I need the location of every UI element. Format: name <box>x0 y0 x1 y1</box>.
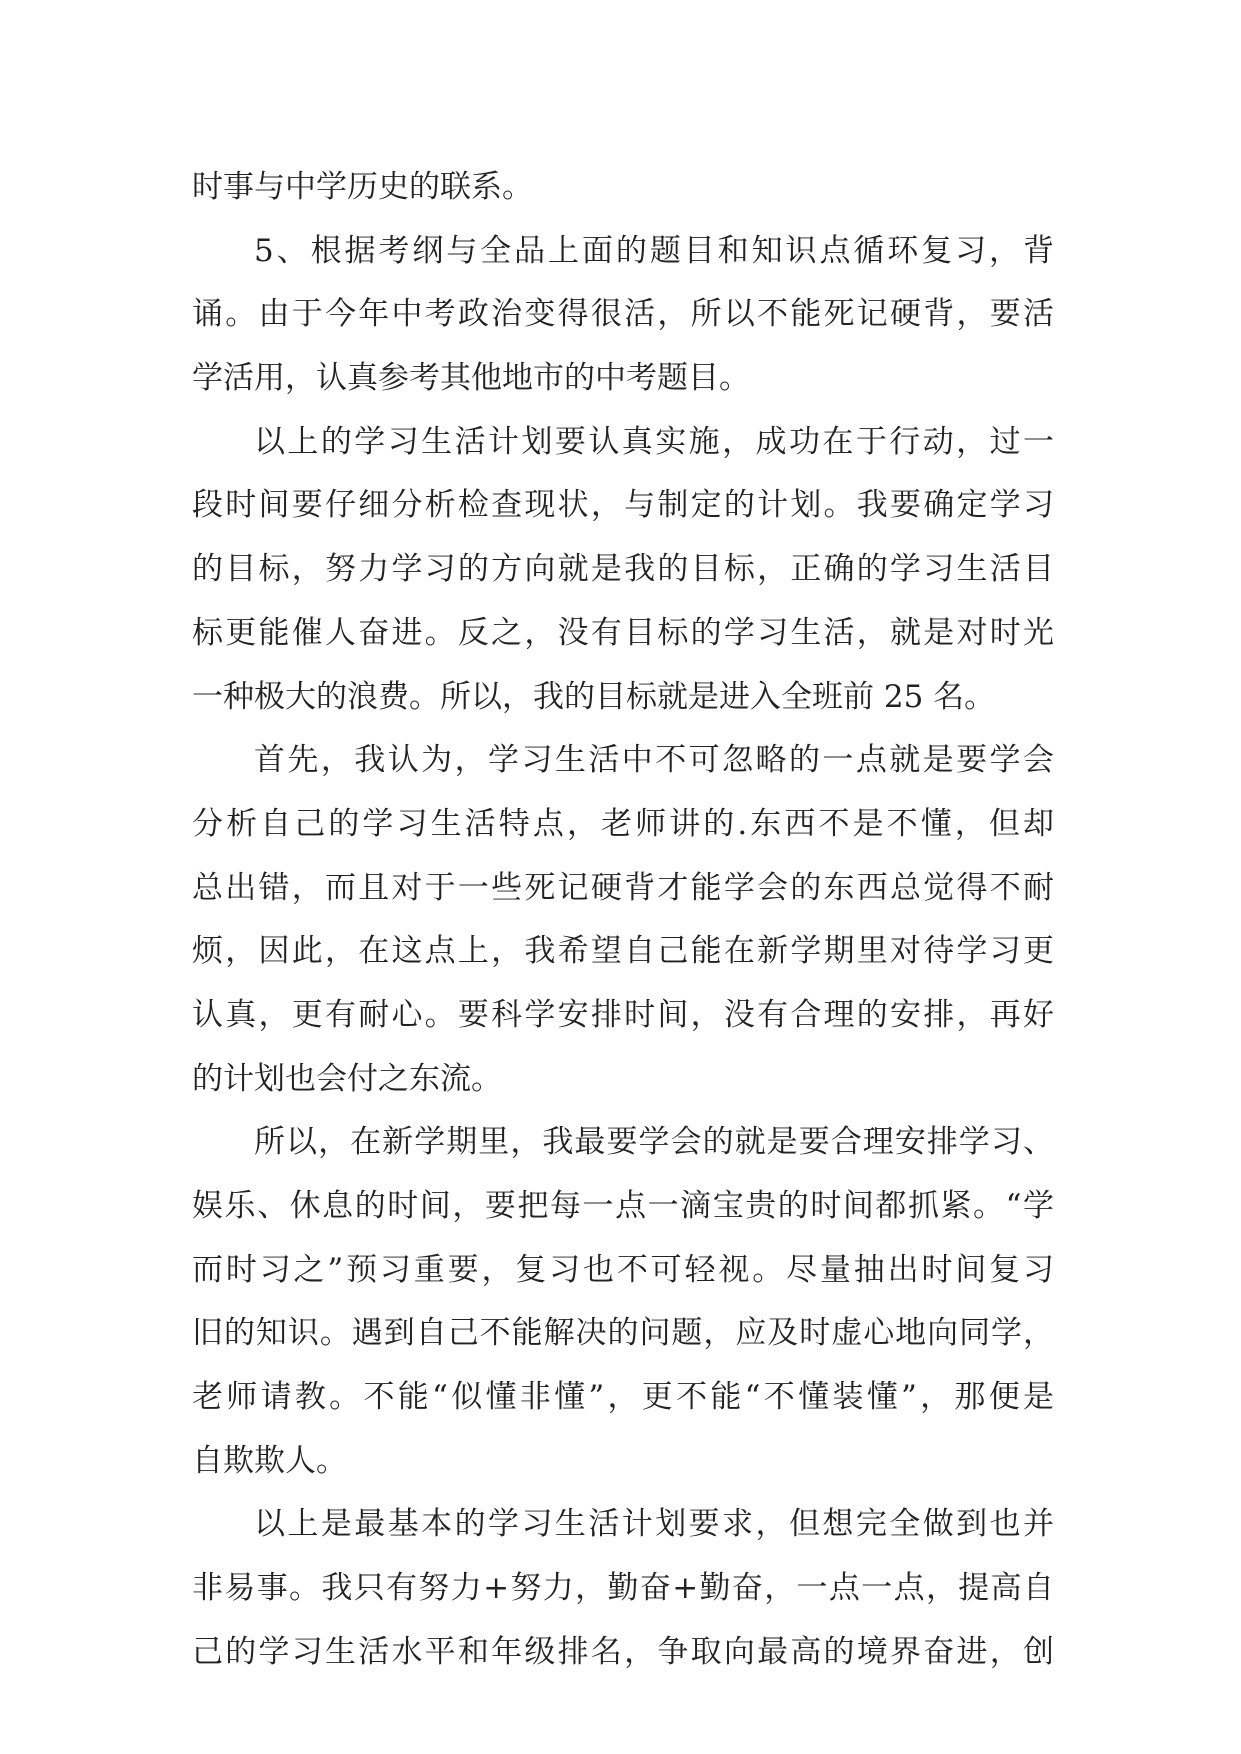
text-line: 己的学习生活水平和年级排名，争取向最高的境界奋进，创 <box>192 1633 1054 1670</box>
paragraph-first <box>192 729 1054 1111</box>
text-line: 的计划也会付之东流。 <box>192 1060 502 1097</box>
text-line: 段时间要仔细分析检查现状，与制定的计划。我要确定学习 <box>192 487 1054 524</box>
text-line: 标更能催人奋进。反之，没有目标的学习生活，就是对时光 <box>192 614 1054 651</box>
text-line: 学活用，认真参考其他地市的中考题目。 <box>192 360 750 397</box>
text-line: 一种极大的浪费。所以，我的目标就是进入全班前 25 名。 <box>192 678 996 715</box>
text-line: 非易事。我只有努力+努力，勤奋+勤奋，一点一点，提高自 <box>192 1570 1054 1607</box>
paragraph-conclusion <box>192 1493 1054 1684</box>
text-line: 分析自己的学习生活特点，老师讲的.东西不是不懂，但却 <box>192 805 1054 842</box>
text-line: 以上是最基本的学习生活计划要求，但想完全做到也并 <box>254 1506 1054 1543</box>
text-line: 认真，更有耐心。要科学安排时间，没有合理的安排，再好 <box>192 996 1054 1033</box>
paragraph-plan-goal <box>192 411 1054 729</box>
text-line: 所以，在新学期里，我最要学会的就是要合理安排学习、 <box>254 1124 1054 1161</box>
text-line: 老师请教。不能“似懂非懂”，更不能“不懂装懂”，那便是 <box>192 1379 1054 1416</box>
document-page <box>192 156 1054 1685</box>
text-line: 的目标，努力学习的方向就是我的目标，正确的学习生活目 <box>192 551 1054 588</box>
text-line: 娱乐、休息的时间，要把每一点一滴宝贵的时间都抓紧。“学 <box>192 1188 1054 1224</box>
text-line: 自欺欺人。 <box>192 1442 347 1479</box>
text-line: 诵。由于今年中考政治变得很活，所以不能死记硬背，要活 <box>192 296 1054 333</box>
text-line: 5、根据考纲与全品上面的题目和知识点循环复习，背 <box>254 232 1054 269</box>
text-line: 而时习之”预习重要，复习也不可轻视。尽量抽出时间复习 <box>192 1251 1054 1288</box>
text-line: 首先，我认为，学习生活中不可忽略的一点就是要学会 <box>254 742 1054 779</box>
text-line: 烦，因此，在这点上，我希望自己能在新学期里对待学习更 <box>192 933 1054 970</box>
paragraph-continuation <box>192 156 1054 220</box>
text-line: 以上的学习生活计划要认真实施，成功在于行动，过一 <box>254 423 1054 460</box>
paragraph-item-5 <box>192 220 1054 411</box>
text-line: 时事与中学历史的联系。 <box>192 169 533 205</box>
paragraph-time-management <box>192 1111 1054 1493</box>
text-line: 总出错，而且对于一些死记硬背才能学会的东西总觉得不耐 <box>192 869 1054 906</box>
text-line: 旧的知识。遇到自己不能解决的问题，应及时虚心地向同学， <box>192 1315 1054 1352</box>
